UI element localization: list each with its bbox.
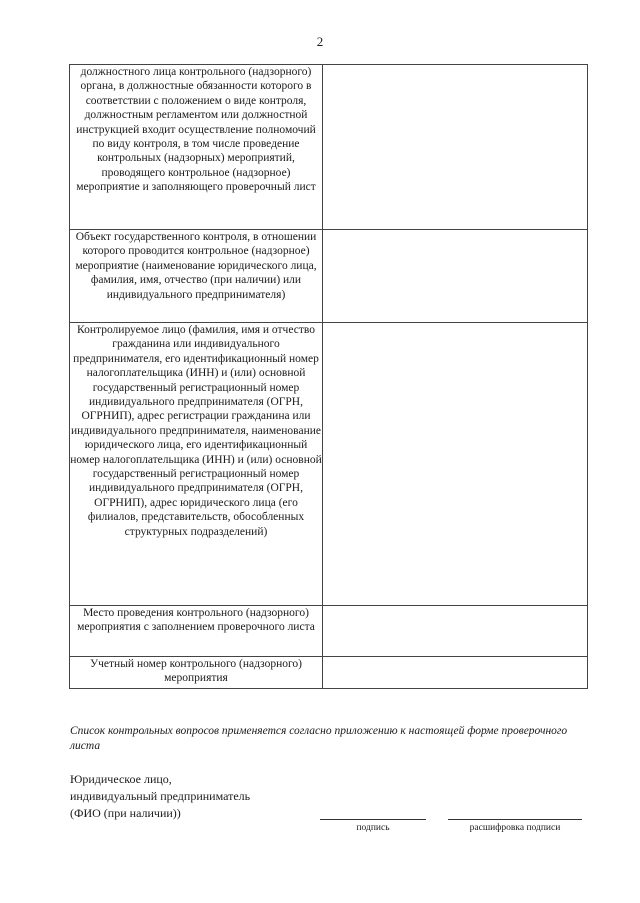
controlled-person-value-field[interactable] bbox=[323, 323, 588, 606]
page-number: 2 bbox=[316, 34, 324, 49]
signatory-line-2: индивидуальный предприниматель bbox=[70, 789, 251, 803]
table-row bbox=[70, 65, 588, 230]
official-label: должностного лица контрольного (надзорного) органа, в должностные обязанности которого в соответствии с положением о виде контроля, должностным регламентом или должностной инструкцией входит осуществление полномочий по виду контроля, в том числе проведение контрольных (надзорных) мероприятий, проводящего контрольное (надзорное) мероприятие и заполняющего проверочный лист bbox=[70, 65, 323, 230]
control-object-label: Объект государственного контроля, в отношении которого проводится контрольное (надзорное) мероприятие (наименование юридического лица, фамилия, имя, отчество (при наличии) или индивидуального предпринимателя) bbox=[70, 230, 323, 323]
decryption-line[interactable] bbox=[448, 819, 582, 820]
signature-line[interactable] bbox=[320, 819, 426, 820]
official-value-field[interactable] bbox=[323, 65, 588, 230]
signature-caption: подпись bbox=[356, 823, 390, 833]
event-location-label: Место проведения контрольного (надзорного) мероприятия с заполнением проверочного листа bbox=[70, 606, 323, 657]
inspection-form-table bbox=[69, 64, 588, 689]
control-object-value-field[interactable] bbox=[323, 230, 588, 323]
table-row bbox=[70, 323, 588, 606]
record-number-label: Учетный номер контрольного (надзорного) мероприятия bbox=[70, 657, 323, 689]
table-row bbox=[70, 657, 588, 689]
table-row bbox=[70, 606, 588, 657]
signatory-line-3: (ФИО (при наличии)) bbox=[70, 806, 181, 820]
decryption-caption: расшифровка подписи bbox=[469, 823, 561, 833]
controlled-person-label: Контролируемое лицо (фамилия, имя и отчество гражданина или индивидуального предпринимателя, его идентификационный номер налогоплательщика (ИНН) и (или) основной государственный регистрационный номер индивидуального предпринимателя (ОГРН, ОГРНИП), адрес регистрации гражданина или индивидуального предпринимателя, наименование юридического лица, его идентификационный номер налогоплательщика (ИНН) и (или) основной государственный регистрационный номер индивидуального предпринимателя (ОГРН, ОГРНИП), адрес юридического лица (его филиалов, представительств, обособленных структурных подразделений) bbox=[70, 323, 323, 606]
table-row bbox=[70, 230, 588, 323]
signatory-line-1: Юридическое лицо, bbox=[70, 772, 172, 786]
signatory-block bbox=[70, 771, 250, 822]
record-number-value-field[interactable] bbox=[323, 657, 588, 689]
event-location-value-field[interactable] bbox=[323, 606, 588, 657]
checklist-note: Список контрольных вопросов применяется согласно приложению к настоящей форме проверочного листа bbox=[70, 725, 568, 752]
